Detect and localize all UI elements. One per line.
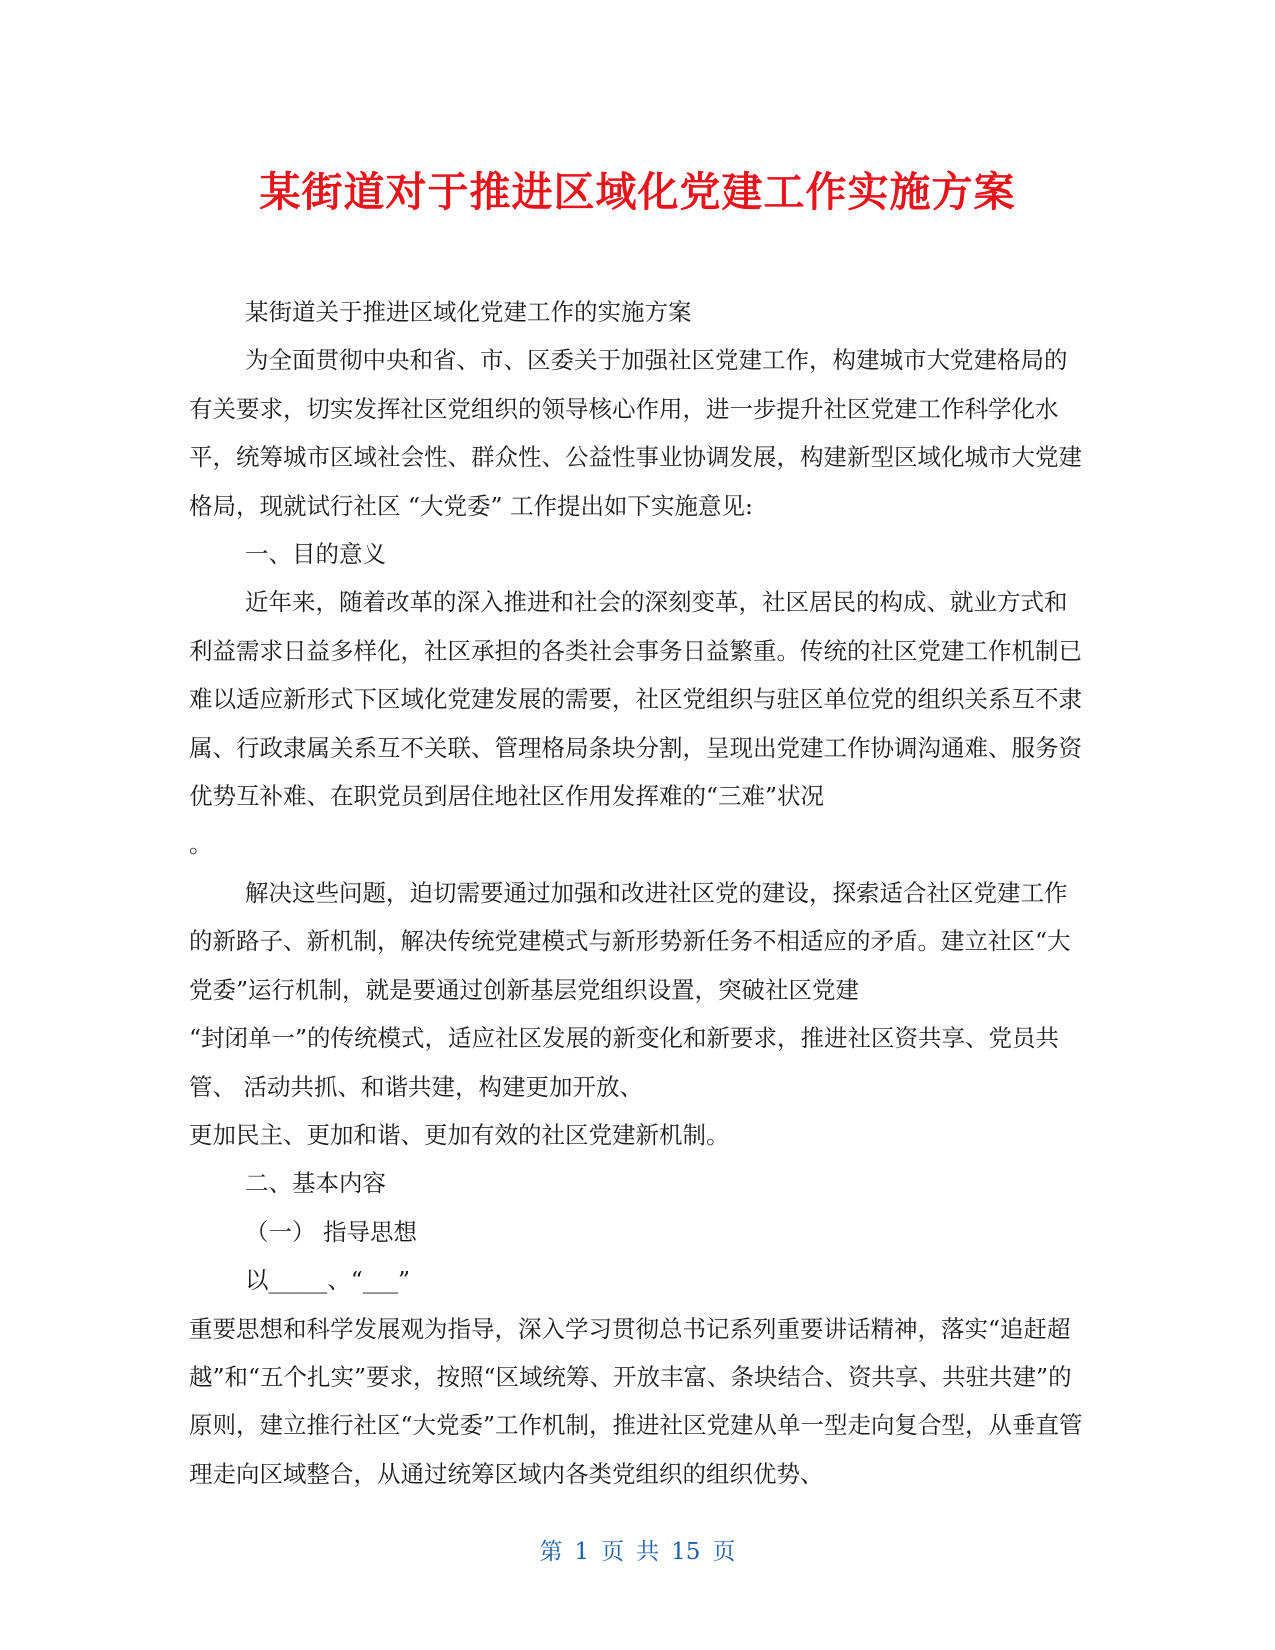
intro-paragraph: 为全面贯彻中央和省、市、区委关于加强社区党建工作，构建城市大党建格局的有关要求，切实发挥社区党组织的领导核心作用，进一步提升社区党建工作科学化水平，统筹城市区域社会性、群众性、公益性事业协调发展，构建新型区域化城市大党建格局，现就试行社区 “大党委” 工作提出如下实施意见: [189, 346, 1082, 520]
guiding-line: 以_____、“___” [245, 1266, 411, 1295]
solution-paragraph-continued: “封闭单一”的传统模式，适应社区发展的新变化和新要求，推进社区资共享、党员共管、 活动共抓、和谐共建，构建更加开放、 [189, 1024, 1060, 1101]
guiding-paragraph: 重要思想和科学发展观为指导，深入学习贯彻总书记系列重要讲话精神，落实“追赶超越”和“五个扎实”要求，按照“区域统筹、开放丰富、条块结合、资共享、共驻共建”的原则，建立推行社区“大党委”工作机制，推进社区党建从单一型走向复合型，从垂直管理走向区域整合，从通过统筹区域内各类党组织的组织优势、 [189, 1314, 1083, 1488]
footer-prefix: 第 [539, 1539, 563, 1565]
subsection-heading-guiding: （一） 指导思想 [245, 1217, 417, 1246]
footer-total-pages: 15 [671, 1539, 701, 1565]
page-footer [0, 1536, 1275, 1568]
footer-page-label: 页 [601, 1539, 625, 1565]
solution-paragraph-end: 更加民主、更加和谐、更加有效的社区党建新机制。 [189, 1120, 730, 1149]
section-heading-purpose: 一、目的意义 [245, 540, 386, 569]
solution-paragraph: 解决这些问题，迫切需要通过加强和改进社区党的建设，探索适合社区党建工作的新路子、新机制，解决传统党建模式与新形势新任务不相适应的矛盾。建立社区“大党委”运行机制，就是要通过创新基层党组织设置，突破社区党建 [189, 878, 1071, 1004]
footer-suffix: 页 [712, 1539, 736, 1565]
purpose-paragraph: 近年来，随着改革的深入推进和社会的深刻变革，社区居民的构成、就业方式和利益需求日益多样化，社区承担的各类社会事务日益繁重。传统的社区党建工作机制已难以适应新形式下区域化党建发展的需要，社区党组织与驻区单位党的组织关系互不隶属、行政隶属关系互不关联、管理格局条块分割，呈现出党建工作协调沟通难、服务资优势互补难、在职党员到居住地社区作用发挥难的“三难”状况 [189, 588, 1082, 811]
document-title: 某街道对于推进区域化党建工作实施方案 [259, 168, 1016, 216]
footer-total-prefix: 共 [636, 1539, 660, 1565]
section-heading-content: 二、基本内容 [245, 1169, 386, 1198]
subtitle-paragraph: 某街道关于推进区域化党建工作的实施方案 [245, 298, 692, 326]
purpose-paragraph-period: 。 [189, 830, 213, 859]
footer-page-number: 1 [574, 1539, 590, 1565]
document-body [189, 288, 1089, 1498]
